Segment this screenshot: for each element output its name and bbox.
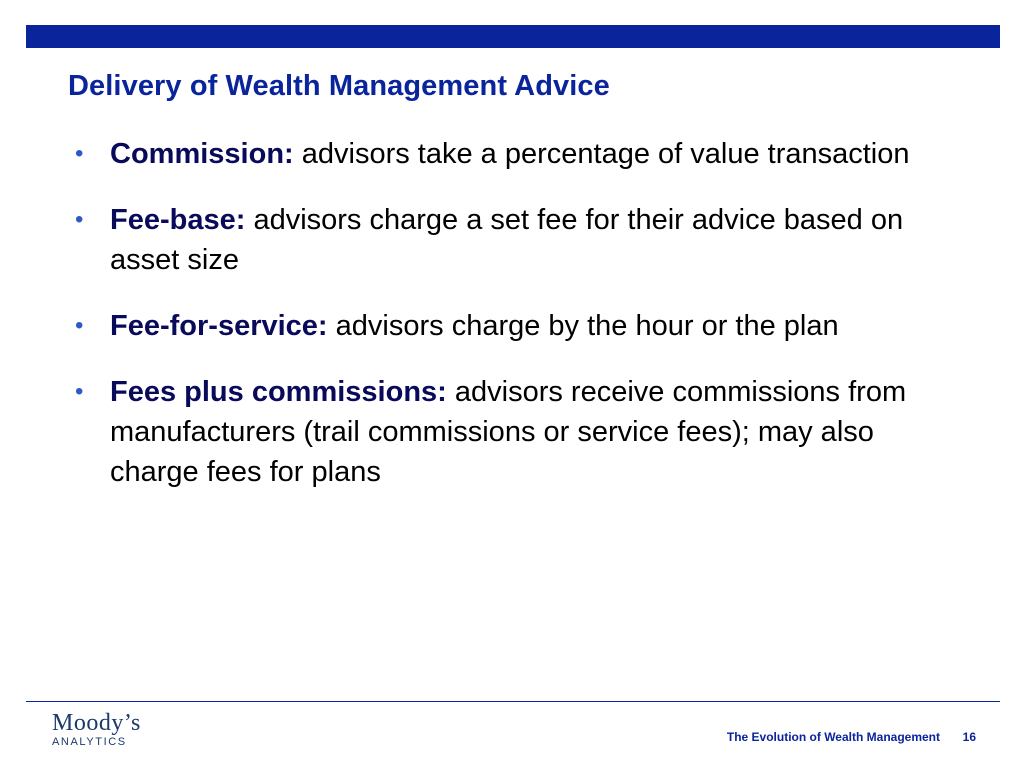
bullet-icon: •: [75, 206, 84, 233]
bullet-item-commission: [75, 134, 920, 174]
logo-subtitle: ANALYTICS: [52, 736, 127, 748]
bullet-term: Fees plus commissions:: [110, 376, 447, 408]
bullet-term: Commission:: [110, 138, 294, 170]
bullet-icon: •: [75, 140, 84, 167]
slide-title: Delivery of Wealth Management Advice: [68, 70, 610, 102]
bullet-item-fee-for-service: [75, 306, 920, 346]
bullet-icon: •: [75, 312, 84, 339]
page-number: 16: [962, 730, 976, 744]
bullet-term: Fee-for-service:: [110, 310, 328, 342]
header-bar: [26, 25, 1000, 48]
footer-divider: [26, 701, 1000, 702]
bullet-term: Fee-base:: [110, 204, 246, 236]
bullet-text: advisors take a percentage of value transaction: [293, 138, 910, 170]
bullet-item-fee-base: [75, 200, 920, 280]
bullet-text: advisors charge a set fee for their advice based on asset size: [110, 204, 904, 276]
bullet-item-fees-plus-commissions: [75, 372, 920, 492]
bullet-text: advisors charge by the hour or the plan: [327, 310, 839, 342]
bullet-list: [75, 134, 920, 518]
footer-title: The Evolution of Wealth Management: [726, 730, 940, 744]
moodys-analytics-logo: [52, 710, 141, 749]
bullet-text: advisors receive commissions from manufacturers (trail commissions or service fees); may also charge fees for plans: [110, 376, 907, 488]
logo-wordmark: Moody’s: [52, 710, 141, 736]
bullet-icon: •: [75, 378, 84, 405]
